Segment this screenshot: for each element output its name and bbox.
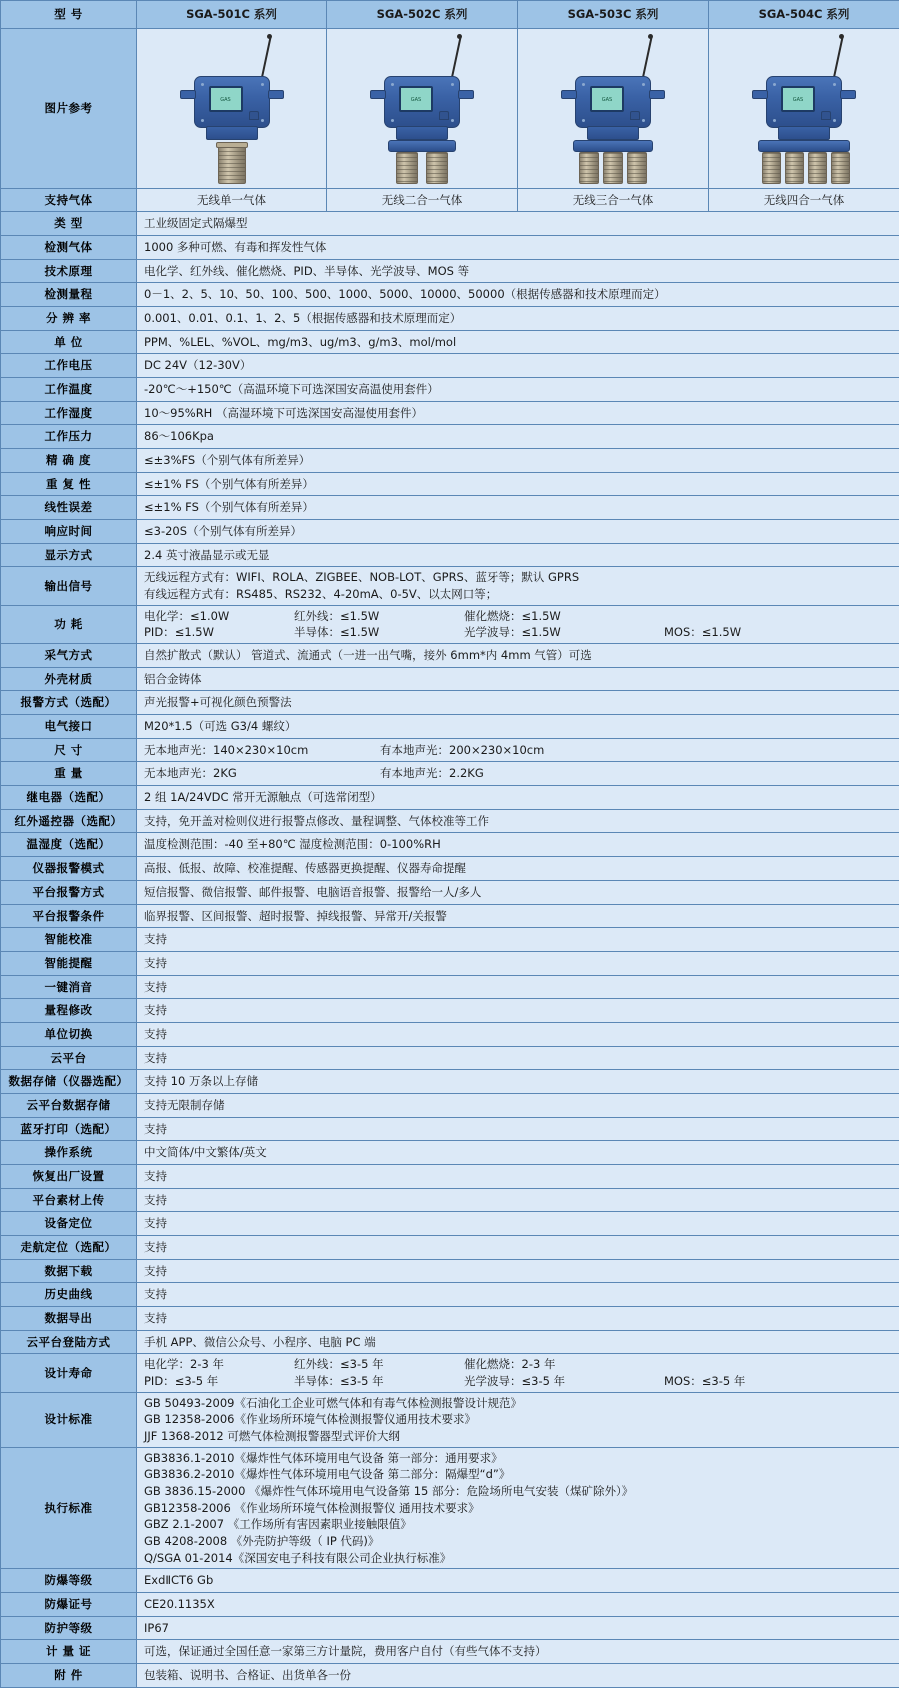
row-label: 设备定位 bbox=[1, 1212, 137, 1236]
row-value: 临界报警、区间报警、超时报警、掉线报警、异常开/关报警 bbox=[137, 904, 899, 928]
device-illustration-4 bbox=[744, 34, 864, 186]
row-label: 云平台数据存储 bbox=[1, 1093, 137, 1117]
spec-row-smart-calibration bbox=[1, 928, 899, 952]
product-image-501c bbox=[137, 28, 327, 188]
supported-gas-label: 支持气体 bbox=[1, 188, 137, 212]
row-label: 线性误差 bbox=[1, 496, 137, 520]
row-label: 数据导出 bbox=[1, 1306, 137, 1330]
spec-row-response-time bbox=[1, 520, 899, 544]
spec-row-unit-switch bbox=[1, 1022, 899, 1046]
device-mount-right bbox=[268, 90, 284, 99]
row-value: 支持 bbox=[137, 1235, 899, 1259]
output-signal-value bbox=[137, 567, 899, 605]
device-neck bbox=[206, 126, 258, 140]
row-value: 1000 多种可燃、有毒和挥发性气体 bbox=[137, 236, 899, 260]
row-label: 响应时间 bbox=[1, 520, 137, 544]
row-label: 云平台 bbox=[1, 1046, 137, 1070]
output-signal-wireless: 无线远程方式有：WIFI、ROLA、ZIGBEE、NOB-LOT、GPRS、蓝牙等；默认 GPRS bbox=[144, 569, 895, 586]
row-value: 0－1、2、5、10、50、100、500、1000、5000、10000、50000（根据传感器和技术原理而定） bbox=[137, 283, 899, 307]
spec-row-power bbox=[1, 605, 899, 643]
row-label: 历史曲线 bbox=[1, 1283, 137, 1307]
spec-row-device-alarm-mode bbox=[1, 857, 899, 881]
row-label: 继电器（选配） bbox=[1, 786, 137, 810]
sensor-probe-1 bbox=[762, 152, 781, 184]
sensor-probe-2 bbox=[603, 152, 623, 184]
row-label: 工作压力 bbox=[1, 425, 137, 449]
row-value: 支持 bbox=[137, 1212, 899, 1236]
row-value: 0.001、0.01、0.1、1、2、5（根据传感器和技术原理而定） bbox=[137, 307, 899, 331]
row-value: IP67 bbox=[137, 1616, 899, 1640]
life-item-electrochemical: 电化学：2-3 年 bbox=[144, 1356, 294, 1373]
row-label: 云平台登陆方式 bbox=[1, 1330, 137, 1354]
spec-row-platform-upload bbox=[1, 1188, 899, 1212]
sensor-probe-1 bbox=[579, 152, 599, 184]
row-value: 2 组 1A/24VDC 常开无源触点（可选常闭型） bbox=[137, 786, 899, 810]
spec-row-resolution bbox=[1, 307, 899, 331]
execution-standard-line: Q/SGA 01-2014《深国安电子科技有限公司企业执行标准》 bbox=[144, 1550, 895, 1567]
row-value: 可选，保证通过全国任意一家第三方计量院，费用客户自付（有些气体不支持） bbox=[137, 1640, 899, 1664]
spec-row-weight bbox=[1, 762, 899, 786]
spec-row-platform-alarm-condition bbox=[1, 904, 899, 928]
life-item-pid: PID：≤3-5 年 bbox=[144, 1373, 294, 1390]
spec-row-voltage bbox=[1, 354, 899, 378]
row-label: 温湿度（选配） bbox=[1, 833, 137, 857]
image-reference-label: 图片参考 bbox=[1, 28, 137, 188]
design-standard-line: GB 50493-2009《石油化工企业可燃气体和有毒气体检测报警设计规范》 bbox=[144, 1395, 895, 1412]
size-label: 尺 寸 bbox=[1, 738, 137, 762]
spec-row-bluetooth-print bbox=[1, 1117, 899, 1141]
header-model-503c: SGA-503C 系列 bbox=[518, 1, 709, 29]
row-value: 自然扩散式（默认） 管道式、流通式（一进一出气嘴，接外 6mm*内 4mm 气管）可选 bbox=[137, 644, 899, 668]
power-value bbox=[137, 605, 899, 643]
sensor-probe-2 bbox=[785, 152, 804, 184]
device-manifold bbox=[758, 140, 850, 152]
row-value: 支持 bbox=[137, 1306, 899, 1330]
execution-standard-line: GB 4208-2008 《外壳防护等级（ IP 代码)》 bbox=[144, 1533, 895, 1550]
design-life-line-1 bbox=[144, 1356, 895, 1373]
spec-row-temperature bbox=[1, 378, 899, 402]
size-without-alarm: 无本地声光：140×230×10cm bbox=[144, 742, 380, 759]
device-neck bbox=[778, 126, 830, 140]
spec-row-display bbox=[1, 543, 899, 567]
antenna-tip-icon bbox=[267, 34, 272, 39]
row-label: 红外遥控器（选配） bbox=[1, 809, 137, 833]
execution-standard-value bbox=[137, 1447, 899, 1569]
spec-row-output-signal bbox=[1, 567, 899, 605]
device-mount-left bbox=[370, 90, 386, 99]
design-standard-line: GB 12358-2006《作业场所环境气体检测报警仪通用技术要求》 bbox=[144, 1411, 895, 1428]
row-value: 工业级固定式隔爆型 bbox=[137, 212, 899, 236]
row-value: ≤3-20S（个别气体有所差异） bbox=[137, 520, 899, 544]
row-label: 一键消音 bbox=[1, 975, 137, 999]
row-value: 支持 bbox=[137, 999, 899, 1023]
header-model-504c: SGA-504C 系列 bbox=[709, 1, 899, 29]
spec-row-one-key-mute bbox=[1, 975, 899, 999]
sensor-probe-2 bbox=[426, 152, 448, 184]
row-label: 平台报警方式 bbox=[1, 880, 137, 904]
design-standard-label: 设计标准 bbox=[1, 1392, 137, 1447]
product-image-503c bbox=[518, 28, 709, 188]
row-value: 10～95%RH （高湿环境下可选深国安高湿使用套件） bbox=[137, 401, 899, 425]
supported-gas-501c: 无线单一气体 bbox=[137, 188, 327, 212]
row-value: 声光报警+可视化颜色预警法 bbox=[137, 691, 899, 715]
product-image-502c bbox=[327, 28, 518, 188]
row-value: 中文简体/中文繁体/英文 bbox=[137, 1141, 899, 1165]
header-model-label: 型 号 bbox=[1, 1, 137, 29]
row-label: 数据存储（仪器选配） bbox=[1, 1070, 137, 1094]
spec-row-cloud-login bbox=[1, 1330, 899, 1354]
output-signal-label: 输出信号 bbox=[1, 567, 137, 605]
spec-row-temp-humidity-option bbox=[1, 833, 899, 857]
row-value: 包装箱、说明书、合格证、出货单各一份 bbox=[137, 1664, 899, 1688]
power-item-electrochemical: 电化学：≤1.0W bbox=[144, 608, 294, 625]
device-screen-text: GAS bbox=[592, 97, 622, 104]
life-item-infrared: 红外线：≤3-5 年 bbox=[294, 1356, 464, 1373]
spec-row-repeatability bbox=[1, 472, 899, 496]
row-label: 走航定位（选配） bbox=[1, 1235, 137, 1259]
device-knob bbox=[439, 111, 449, 120]
device-screen bbox=[781, 86, 815, 112]
device-screen-text: GAS bbox=[211, 97, 241, 104]
spec-row-os-language bbox=[1, 1141, 899, 1165]
spec-row-accuracy bbox=[1, 449, 899, 473]
device-body bbox=[194, 76, 270, 128]
row-value: 支持 bbox=[137, 1188, 899, 1212]
row-label: 单 位 bbox=[1, 330, 137, 354]
row-value: 电化学、红外线、催化燃烧、PID、半导体、光学波导、MOS 等 bbox=[137, 259, 899, 283]
spec-row-principle bbox=[1, 259, 899, 283]
design-life-label: 设计寿命 bbox=[1, 1354, 137, 1392]
spec-row-pressure bbox=[1, 425, 899, 449]
design-life-value bbox=[137, 1354, 899, 1392]
row-label: 重 复 性 bbox=[1, 472, 137, 496]
weight-label: 重 量 bbox=[1, 762, 137, 786]
size-value bbox=[137, 738, 899, 762]
header-model-501c: SGA-501C 系列 bbox=[137, 1, 327, 29]
row-value: 支持 10 万条以上存储 bbox=[137, 1070, 899, 1094]
row-value: -20℃～+150℃（高温环境下可选深国安高温使用套件） bbox=[137, 378, 899, 402]
spec-row-unit bbox=[1, 330, 899, 354]
life-item-semiconductor: 半导体：≤3-5 年 bbox=[294, 1373, 464, 1390]
spec-row-sampling bbox=[1, 644, 899, 668]
spec-row-electrical-interface bbox=[1, 715, 899, 739]
design-life-line-2 bbox=[144, 1373, 895, 1390]
device-mount-right bbox=[840, 90, 856, 99]
row-label: 分 辨 率 bbox=[1, 307, 137, 331]
spec-row-cloud-platform bbox=[1, 1046, 899, 1070]
spec-row-size bbox=[1, 738, 899, 762]
row-value: ≤±1% FS（个别气体有所差异） bbox=[137, 472, 899, 496]
row-value: 支持 bbox=[137, 1164, 899, 1188]
header-model-502c: SGA-502C 系列 bbox=[327, 1, 518, 29]
execution-standard-line: GB3836.2-2010《爆炸性气体环境用电气设备 第二部分：隔爆型“d”》 bbox=[144, 1466, 895, 1483]
row-label: 单位切换 bbox=[1, 1022, 137, 1046]
row-label: 工作温度 bbox=[1, 378, 137, 402]
power-item-semiconductor: 半导体：≤1.5W bbox=[294, 624, 464, 641]
row-label: 附 件 bbox=[1, 1664, 137, 1688]
life-item-mos: MOS：≤3-5 年 bbox=[664, 1373, 745, 1390]
spec-row-device-location bbox=[1, 1212, 899, 1236]
spec-row-cloud-storage bbox=[1, 1093, 899, 1117]
device-mount-right bbox=[649, 90, 665, 99]
row-label: 检测量程 bbox=[1, 283, 137, 307]
power-item-optical: 光学波导：≤1.5W bbox=[464, 624, 664, 641]
row-value: 支持 bbox=[137, 1117, 899, 1141]
row-label: 工作电压 bbox=[1, 354, 137, 378]
supported-gas-502c: 无线二合一气体 bbox=[327, 188, 518, 212]
spec-row-ir-remote bbox=[1, 809, 899, 833]
weight-with-alarm: 有本地声光：2.2KG bbox=[380, 765, 484, 782]
device-body bbox=[384, 76, 460, 128]
row-value: 支持，免开盖对检则仪进行报警点修改、量程调整、气体校准等工作 bbox=[137, 809, 899, 833]
device-neck bbox=[396, 126, 448, 140]
device-mount-right bbox=[458, 90, 474, 99]
device-screen-text: GAS bbox=[401, 97, 431, 104]
row-label: 智能校准 bbox=[1, 928, 137, 952]
row-label: 工作湿度 bbox=[1, 401, 137, 425]
spec-row-smart-reminder bbox=[1, 951, 899, 975]
execution-standard-line: GBZ 2.1-2007 《工作场所有害因素职业接触限值》 bbox=[144, 1516, 895, 1533]
row-value: ≤±3%FS（个别气体有所差异） bbox=[137, 449, 899, 473]
spec-row-factory-reset bbox=[1, 1164, 899, 1188]
row-value: 铝合金铸体 bbox=[137, 667, 899, 691]
design-standard-value bbox=[137, 1392, 899, 1447]
power-line-1 bbox=[144, 608, 895, 625]
power-item-infrared: 红外线：≤1.5W bbox=[294, 608, 464, 625]
row-label: 防爆证号 bbox=[1, 1593, 137, 1617]
spec-row-accessories bbox=[1, 1664, 899, 1688]
execution-standard-line: GB 3836.15-2000 《爆炸性气体环境用电气设备第 15 部分：危险场所电气安装（煤矿除外）》 bbox=[144, 1483, 895, 1500]
row-label: 智能提醒 bbox=[1, 951, 137, 975]
product-image-504c bbox=[709, 28, 899, 188]
spec-row-history-curve bbox=[1, 1283, 899, 1307]
row-value: 短信报警、微信报警、邮件报警、电脑语音报警、报警给一人/多人 bbox=[137, 880, 899, 904]
device-illustration-1 bbox=[172, 34, 292, 186]
row-value: DC 24V（12-30V） bbox=[137, 354, 899, 378]
device-mount-left bbox=[561, 90, 577, 99]
spec-row-type bbox=[1, 212, 899, 236]
row-value: ExdⅡCT6 Gb bbox=[137, 1569, 899, 1593]
spec-row-metrology-cert bbox=[1, 1640, 899, 1664]
row-label: 仪器报警模式 bbox=[1, 857, 137, 881]
device-screen bbox=[590, 86, 624, 112]
life-item-optical: 光学波导：≤3-5 年 bbox=[464, 1373, 664, 1390]
sensor-probe-1 bbox=[218, 146, 246, 184]
spec-row-data-storage bbox=[1, 1070, 899, 1094]
power-line-2 bbox=[144, 624, 895, 641]
execution-standard-label: 执行标准 bbox=[1, 1447, 137, 1569]
power-label: 功 耗 bbox=[1, 605, 137, 643]
device-neck bbox=[587, 126, 639, 140]
power-item-pid: PID：≤1.5W bbox=[144, 624, 294, 641]
power-item-mos: MOS：≤1.5W bbox=[664, 624, 741, 641]
row-label: 量程修改 bbox=[1, 999, 137, 1023]
row-label: 数据下载 bbox=[1, 1259, 137, 1283]
row-value: 支持 bbox=[137, 1022, 899, 1046]
supported-gas-504c: 无线四合一气体 bbox=[709, 188, 899, 212]
spec-row-ex-rating bbox=[1, 1569, 899, 1593]
spec-row-data-export bbox=[1, 1306, 899, 1330]
row-value: 86～106Kpa bbox=[137, 425, 899, 449]
power-item-catalytic: 催化燃烧：≤1.5W bbox=[464, 608, 664, 625]
design-standard-line: JJF 1368-2012 可燃气体检测报警器型式评价大纲 bbox=[144, 1428, 895, 1445]
device-screen bbox=[399, 86, 433, 112]
row-label: 显示方式 bbox=[1, 543, 137, 567]
row-value: 支持 bbox=[137, 951, 899, 975]
sensor-probe-3 bbox=[808, 152, 827, 184]
row-value: 高报、低报、故障、校准提醒、传感器更换提醒、仪器寿命提醒 bbox=[137, 857, 899, 881]
row-value: PPM、%LEL、%VOL、mg/m3、ug/m3、g/m3、mol/mol bbox=[137, 330, 899, 354]
spec-row-housing bbox=[1, 667, 899, 691]
weight-without-alarm: 无本地声光：2KG bbox=[144, 765, 380, 782]
spec-row-range bbox=[1, 283, 899, 307]
row-value: ≤±1% FS（个别气体有所差异） bbox=[137, 496, 899, 520]
device-knob bbox=[249, 111, 259, 120]
row-label: 计 量 证 bbox=[1, 1640, 137, 1664]
sensor-probe-1 bbox=[396, 152, 418, 184]
row-label: 外壳材质 bbox=[1, 667, 137, 691]
row-value: 支持 bbox=[137, 928, 899, 952]
row-value: 支持 bbox=[137, 1259, 899, 1283]
row-value: CE20.1135X bbox=[137, 1593, 899, 1617]
row-value: 支持无限制存储 bbox=[137, 1093, 899, 1117]
row-value: M20*1.5（可选 G3/4 螺纹） bbox=[137, 715, 899, 739]
row-value: 支持 bbox=[137, 975, 899, 999]
spec-row-design-standard bbox=[1, 1392, 899, 1447]
execution-standard-line: GB12358-2006 《作业场所环境气体检测报警仪 通用技术要求》 bbox=[144, 1500, 895, 1517]
device-knob bbox=[630, 111, 640, 120]
spec-row-platform-alarm-mode bbox=[1, 880, 899, 904]
row-label: 报警方式（选配） bbox=[1, 691, 137, 715]
row-label: 恢复出厂设置 bbox=[1, 1164, 137, 1188]
life-item-catalytic: 催化燃烧：2-3 年 bbox=[464, 1356, 664, 1373]
table-header-row bbox=[1, 1, 899, 29]
spec-row-detect-gas bbox=[1, 236, 899, 260]
spec-row-range-modify bbox=[1, 999, 899, 1023]
row-value: 温度检测范围：-40 至+80℃ 湿度检测范围：0-100%RH bbox=[137, 833, 899, 857]
row-label: 蓝牙打印（选配） bbox=[1, 1117, 137, 1141]
supported-gas-503c: 无线三合一气体 bbox=[518, 188, 709, 212]
row-label: 技术原理 bbox=[1, 259, 137, 283]
execution-standard-line: GB3836.1-2010《爆炸性气体环境用电气设备 第一部分：通用要求》 bbox=[144, 1450, 895, 1467]
spec-row-humidity bbox=[1, 401, 899, 425]
device-screen bbox=[209, 86, 243, 112]
device-mount-left bbox=[752, 90, 768, 99]
spec-row-data-download bbox=[1, 1259, 899, 1283]
device-manifold bbox=[388, 140, 456, 152]
spec-row-execution-standard bbox=[1, 1447, 899, 1569]
device-illustration-2 bbox=[362, 34, 482, 186]
spec-row-design-life bbox=[1, 1354, 899, 1392]
image-reference-row bbox=[1, 28, 899, 188]
row-label: 类 型 bbox=[1, 212, 137, 236]
supported-gas-row bbox=[1, 188, 899, 212]
spec-row-ex-certificate bbox=[1, 1593, 899, 1617]
size-with-alarm: 有本地声光：200×230×10cm bbox=[380, 742, 544, 759]
sensor-probe-4 bbox=[831, 152, 850, 184]
row-label: 防爆等级 bbox=[1, 1569, 137, 1593]
row-label: 防护等级 bbox=[1, 1616, 137, 1640]
spec-row-mobile-location bbox=[1, 1235, 899, 1259]
sensor-probe-3 bbox=[627, 152, 647, 184]
output-signal-wired: 有线远程方式有：RS485、RS232、4-20mA、0-5V、以太网口等； bbox=[144, 586, 895, 603]
device-body bbox=[766, 76, 842, 128]
row-label: 电气接口 bbox=[1, 715, 137, 739]
row-label: 采气方式 bbox=[1, 644, 137, 668]
row-label: 平台素材上传 bbox=[1, 1188, 137, 1212]
row-label: 平台报警条件 bbox=[1, 904, 137, 928]
device-screen-text: GAS bbox=[783, 97, 813, 104]
row-label: 检测气体 bbox=[1, 236, 137, 260]
row-value: 手机 APP、微信公众号、小程序、电脑 PC 端 bbox=[137, 1330, 899, 1354]
row-value: 2.4 英寸液晶显示或无显 bbox=[137, 543, 899, 567]
row-label: 操作系统 bbox=[1, 1141, 137, 1165]
weight-value bbox=[137, 762, 899, 786]
spec-row-linear-error bbox=[1, 496, 899, 520]
device-body bbox=[575, 76, 651, 128]
device-knob bbox=[821, 111, 831, 120]
row-label: 精 确 度 bbox=[1, 449, 137, 473]
device-illustration-3 bbox=[553, 34, 673, 186]
spec-row-relay bbox=[1, 786, 899, 810]
device-manifold bbox=[573, 140, 653, 152]
device-mount-left bbox=[180, 90, 196, 99]
spec-row-ip-rating bbox=[1, 1616, 899, 1640]
row-value: 支持 bbox=[137, 1283, 899, 1307]
spec-row-alarm-type bbox=[1, 691, 899, 715]
row-value: 支持 bbox=[137, 1046, 899, 1070]
